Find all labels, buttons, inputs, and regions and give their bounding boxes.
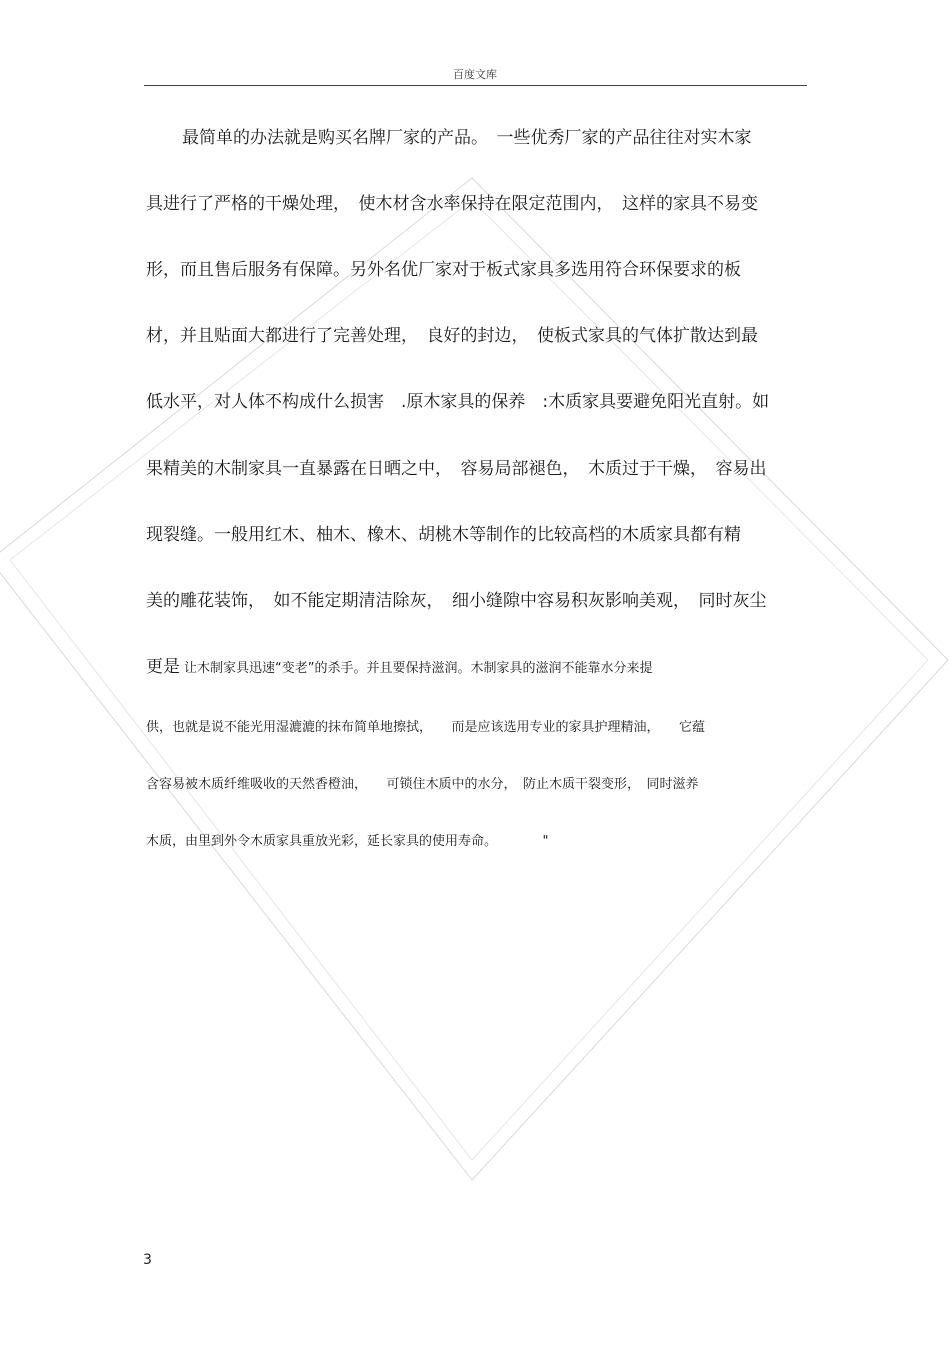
body-line-5: 低水平，对人体不构成什么损害 .原木家具的保养 :木质家具要避免阳光直射。如 xyxy=(146,392,770,412)
page-number: 3 xyxy=(143,1252,152,1268)
body-line-3: 形，而且售后服务有保障。另外名优厂家对于板式家具多选用符合环保要求的板 xyxy=(146,260,741,280)
body-line-7: 现裂缝。一般用红木、柚木、橡木、胡桃木等制作的比较高档的木质家具都有精 xyxy=(146,525,741,545)
body-line-12: 木质，由里到外令木质家具重放光彩，延长家具的使用寿命。 " xyxy=(146,834,549,849)
body-line-9-rest: 让木制家具迅速“变老”的杀手。并且要保持滋润。木制家具的滋润不能靠水分来提 xyxy=(184,661,653,676)
body-line-1: 最简单的办法就是购买名牌厂家的产品。 一些优秀厂家的产品往往对实木家 xyxy=(182,128,752,148)
body-line-6: 果精美的木制家具一直暴露在日晒之中， 容易局部褪色， 木质过于干燥， 容易出 xyxy=(146,459,767,479)
body-line-2: 具进行了严格的干燥处理， 使木材含水率保持在限定范围内， 这样的家具不易变 xyxy=(146,194,758,214)
body-line-9 xyxy=(146,652,652,677)
body-line-4: 材，并且贴面大都进行了完善处理， 良好的封边， 使板式家具的气体扩散达到最 xyxy=(146,326,758,346)
body-line-8: 美的雕花装饰， 如不能定期清洁除灰， 细小缝隙中容易积灰影响美观， 同时灰尘 xyxy=(146,591,767,611)
body-line-10: 供，也就是说不能光用湿漉漉的抹布简单地擦拭， 而是应该选用专业的家具护理精油， 它蕴 xyxy=(146,720,706,735)
body-line-9-start: 更是 xyxy=(146,657,180,677)
page-header-title: 百度文库 xyxy=(453,68,497,81)
body-line-11: 含容易被木质纤维吸收的天然香橙油， 可锁住木质中的水分， 防止木质干裂变形， 同时滋养 xyxy=(146,777,699,792)
header-divider xyxy=(144,85,807,86)
